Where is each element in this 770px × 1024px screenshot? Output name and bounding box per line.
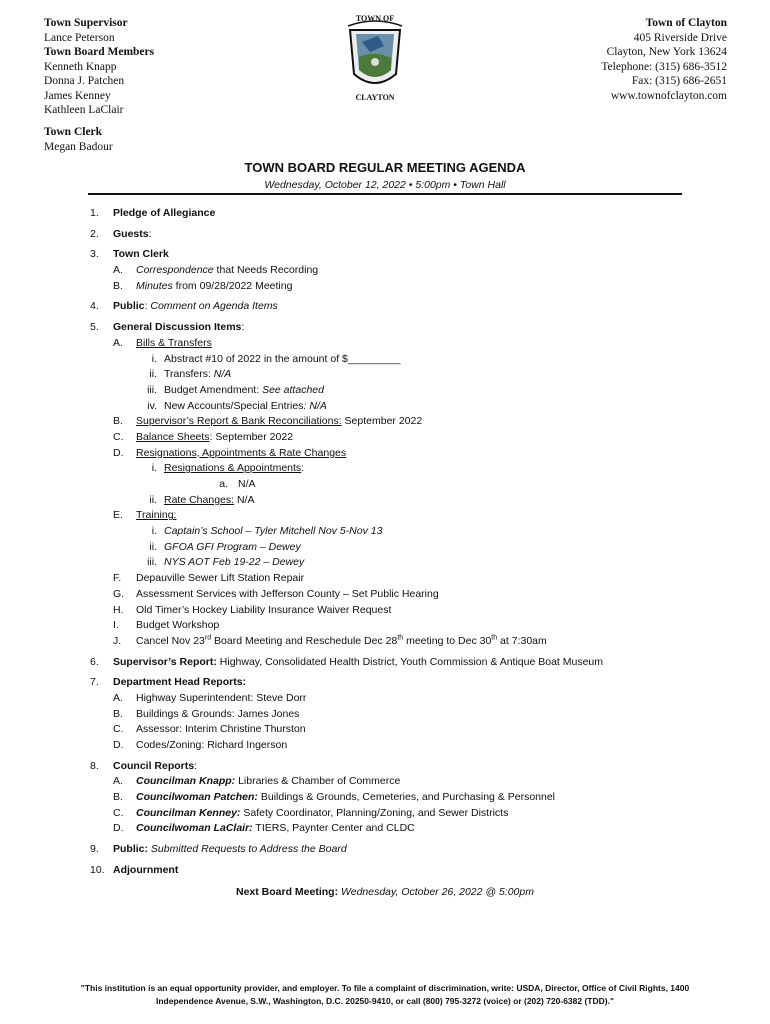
agenda-item: 6. Supervisor’s Report: Highway, Consolidated Health District, Youth Commission & Antique Boat Museum [90,655,604,668]
board-title: Town Board Members [44,46,155,58]
town-website[interactable]: www.townofclayton.com [610,89,727,102]
clerk-block [44,125,113,154]
board-member: Kathleen LaClair [44,104,124,116]
subitem-letter: A. [113,336,123,349]
agenda-subitem: I. Budget Workshop [113,619,220,632]
item-label: Pledge of Allegiance [113,207,216,219]
agenda-subitem: B. Councilwoman Patchen: Buildings & Grounds, Cemeteries, and Purchasing & Personnel [113,791,556,804]
agenda-item [88,206,688,222]
item-number: 2. [90,227,99,240]
agenda-subitem: G. Assessment Services with Jefferson County – Set Public Hearing [113,587,439,600]
agenda-subitem: J. Cancel Nov 23rd Board Meeting and Reschedule Dec 28th meeting to Dec 30th at 7:30am [113,634,547,647]
agenda-item: 10. Adjournment [90,863,179,876]
item-number: 1. [90,207,99,219]
agenda-subsubitem: iii. NYS AOT Feb 19-22 – Dewey [147,556,305,569]
agenda-item: 5. General Discussion Items: [88,320,688,336]
item-number: 4. [90,300,99,313]
agenda-subsubitem: iv. New Accounts/Special Entries: N/A [147,399,327,412]
agenda-subitem: A. Highway Superintendent: Steve Dorr [113,691,307,704]
item-text: : [148,227,152,240]
agenda-item [88,247,688,263]
clerk-title: Town Clerk [44,126,103,138]
meeting-subtitle: Wednesday, October 12, 2022 • 5:00pm • Town Hall [264,179,506,191]
officials-list [44,16,154,118]
item-label: Town Clerk [113,248,169,261]
town-seal-logo [340,12,410,104]
agenda-subsubitem: i. Captain’s School – Tyler Mitchell Nov 5-Nov 13 [151,525,383,538]
item-text: Comment on Agenda Items [150,300,278,313]
agenda-subsubitem: iii. Budget Amendment: See attached [147,383,324,396]
agenda-subitem: C. Balance Sheets: September 2022 [113,430,294,443]
town-name: Town of Clayton [645,17,727,29]
agenda-item: 7. Department Head Reports: [90,676,247,689]
town-address: 405 Riverside Drive [633,31,727,44]
town-fax: Fax: (315) 686-2651 [631,75,727,87]
subitem-text: that Needs Recording [213,264,319,277]
agenda-subitem: D. Resignations, Appointments & Rate Changes [113,446,347,459]
item-label: General Discussion Items [113,321,242,334]
agenda-subitem: C. Assessor: Interim Christine Thurston [113,723,306,736]
agenda-subsubitem: ii. Rate Changes: N/A [149,493,255,506]
agenda-subsubitem: ii. Transfers: N/A [149,368,232,381]
supervisor-title: Town Supervisor [44,17,128,29]
subitem-letter: A. [113,264,123,277]
agenda-subitem: D. Councilwoman LaClair: TIERS, Paynter Center and CLDC [113,822,415,835]
seal-top-text: TOWN OF [355,14,395,23]
subitem-text: Bills & Transfers [136,336,212,349]
next-meeting-label: Next Board Meeting: [236,886,339,898]
agenda-subitem [88,336,688,352]
agenda-item: 8. Council Reports: [90,759,198,772]
agenda-subsubitem: i. Resignations & Appointments: [151,462,305,475]
supervisor-name: Lance Peterson [44,31,115,44]
agenda-subsubitem: i. Abstract #10 of 2022 in the amount of $_________ [88,352,688,368]
town-telephone: Telephone: (315) 686-3512 [601,60,727,73]
subitem-emphasis: Minutes [136,279,173,292]
agenda-subitem: D. Codes/Zoning: Richard Ingerson [113,739,288,751]
item-number: 5. [90,321,99,334]
next-meeting [0,886,770,898]
town-city: Clayton, New York 13624 [606,46,727,58]
subitem-letter: B. [113,279,123,292]
agenda-item [88,227,688,243]
agenda-subitem [88,279,688,295]
item-label: Public [113,300,145,313]
subitem-text: from 09/28/2022 Meeting [172,279,293,292]
agenda-subsubitem: ii. GFOA GFI Program – Dewey [149,540,301,553]
subsubitem-text: Abstract #10 of 2022 in the amount of $_________ [164,352,401,365]
subitem-emphasis: Correspondence [136,264,214,277]
agenda-subitem: C. Councilman Kenney: Safety Coordinator, Planning/Zoning, and Sewer Districts [113,806,509,819]
item-label: Guests [113,227,149,240]
nondiscrimination-footer: "This institution is an equal opportunity provider, and employer. To file a complaint of discrimination, write: USDA, Director, Office of Civil Rights, 1400 Independence Avenue, S.W., Washington, D.C. 20250-9410, or call (800) 795-3272 (voice) or (202) 720-6382 (TDD)." [80,983,690,1006]
agenda-subitem: F. Depauville Sewer Lift Station Repair [113,572,305,585]
agenda-subitem: B. Buildings & Grounds: James Jones [113,707,300,720]
page-title: TOWN BOARD REGULAR MEETING AGENDA [244,160,526,175]
item-number: 3. [90,248,99,261]
clerk-name: Megan Badour [44,140,113,153]
agenda-subitem: B. Supervisor’s Report & Bank Reconciliations: September 2022 [113,415,423,428]
agenda-item: 9. Public: Submitted Requests to Address the Board [90,843,347,856]
next-meeting-date: Wednesday, October 26, 2022 @ 5:00pm [338,886,534,898]
agenda-list [88,206,688,879]
seal-bottom-text: CLAYTON [355,93,395,102]
board-member: Kenneth Knapp [44,60,117,73]
board-member: Donna J. Patchen [44,75,125,87]
agenda-item: 4. Public: Comment on Agenda Items [88,299,688,315]
agenda-subitem [88,263,688,279]
agenda-subsubitem: a. N/A [219,478,256,490]
agenda-subitem: E. Training: [113,509,177,522]
agenda-subitem: A. Councilman Knapp: Libraries & Chamber of Commerce [113,775,401,788]
agenda-subitem: H. Old Timer’s Hockey Liability Insurance Waiver Request [113,603,392,616]
town-contact [601,16,727,103]
title-divider [88,193,682,195]
board-member: James Kenney [44,89,111,102]
